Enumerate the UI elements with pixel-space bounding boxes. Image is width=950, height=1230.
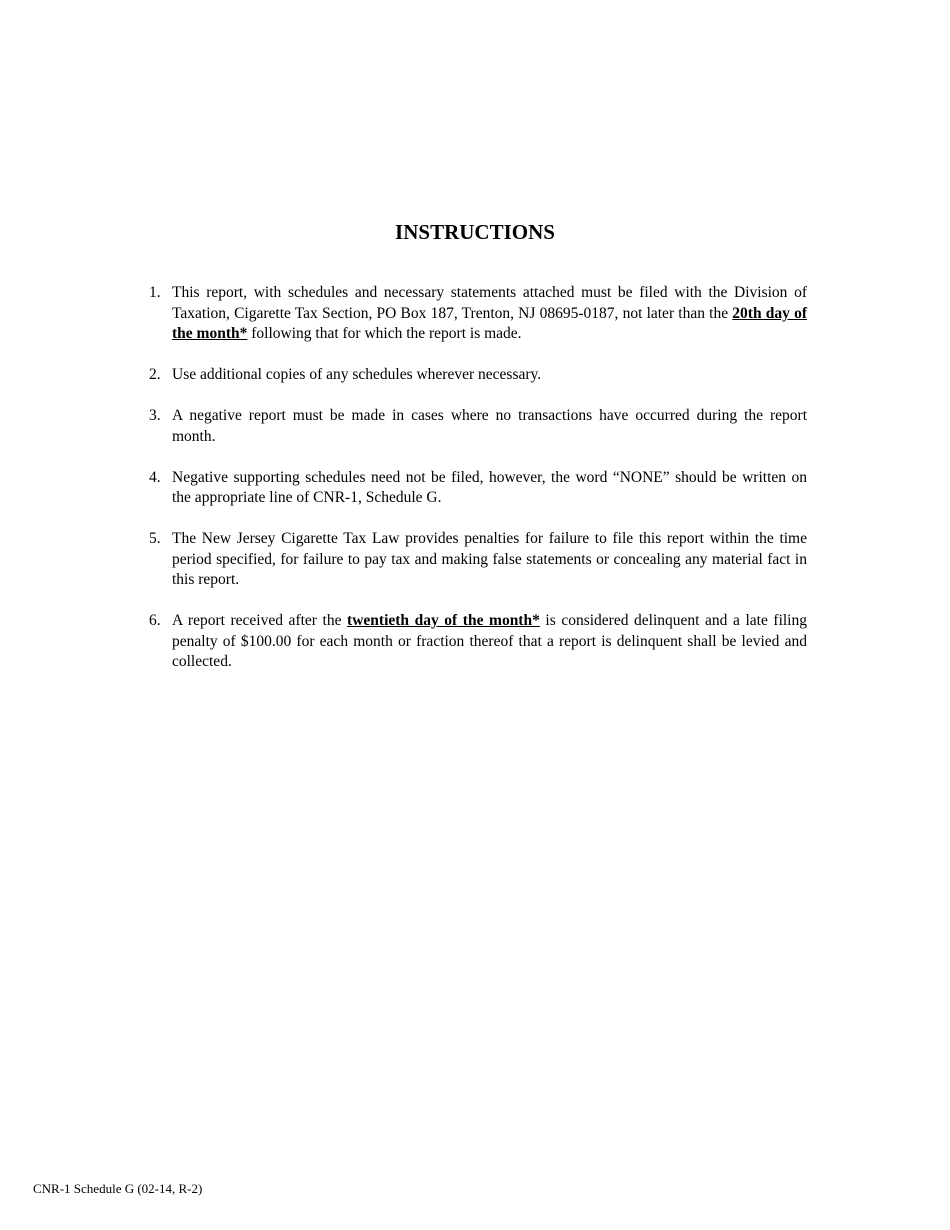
form-code-footer: CNR-1 Schedule G (02-14, R-2)	[33, 1181, 203, 1196]
instruction-item-6	[145, 611, 807, 673]
instruction-text: following that for which the report is made.	[247, 325, 522, 342]
instruction-number: 1.	[149, 284, 161, 301]
instruction-number: 6.	[149, 612, 161, 629]
deadline-emphasis: twentieth day of the month*	[347, 612, 540, 629]
instruction-number: 5.	[149, 530, 161, 547]
instruction-item-2	[145, 365, 807, 386]
instruction-text: is considered delinquent and a late filing penalty of $100.00 for each month or fraction thereof that a report is delinquent shall be levied and collected.	[172, 612, 807, 670]
instruction-text: A negative report must be made in cases where no transactions have occurred during the report month.	[172, 407, 807, 445]
instruction-text: A report received after the	[172, 612, 348, 629]
instruction-number: 4.	[149, 468, 161, 486]
instruction-item-3	[145, 406, 807, 447]
instruction-item-4	[145, 468, 807, 509]
instruction-item-5	[145, 529, 807, 591]
instruction-number: 2.	[149, 366, 161, 383]
instructions-list	[145, 283, 807, 693]
page-title: INSTRUCTIONS	[395, 220, 555, 244]
instruction-text: This report, with schedules and necessary statements attached must be filed with the Division of Taxation, Cigarette Tax Section, PO Box 187, Trenton, NJ 08695-0187, not later than the	[172, 284, 807, 322]
instruction-text: The New Jersey Cigarette Tax Law provides penalties for failure to file this report within the time period specified, for failure to pay tax and making false statements or concealing any material fact in this report.	[172, 530, 807, 588]
instruction-text: Use additional copies of any schedules wherever necessary.	[172, 366, 542, 383]
deadline-emphasis: 20th day of the month*	[172, 304, 807, 342]
instruction-number: 3.	[149, 407, 161, 424]
instruction-item-1	[145, 283, 807, 345]
instruction-text: Negative supporting schedules need not be filed, however, the word “NONE” should be written on the appropriate line of CNR-1, Schedule G.	[172, 468, 807, 506]
